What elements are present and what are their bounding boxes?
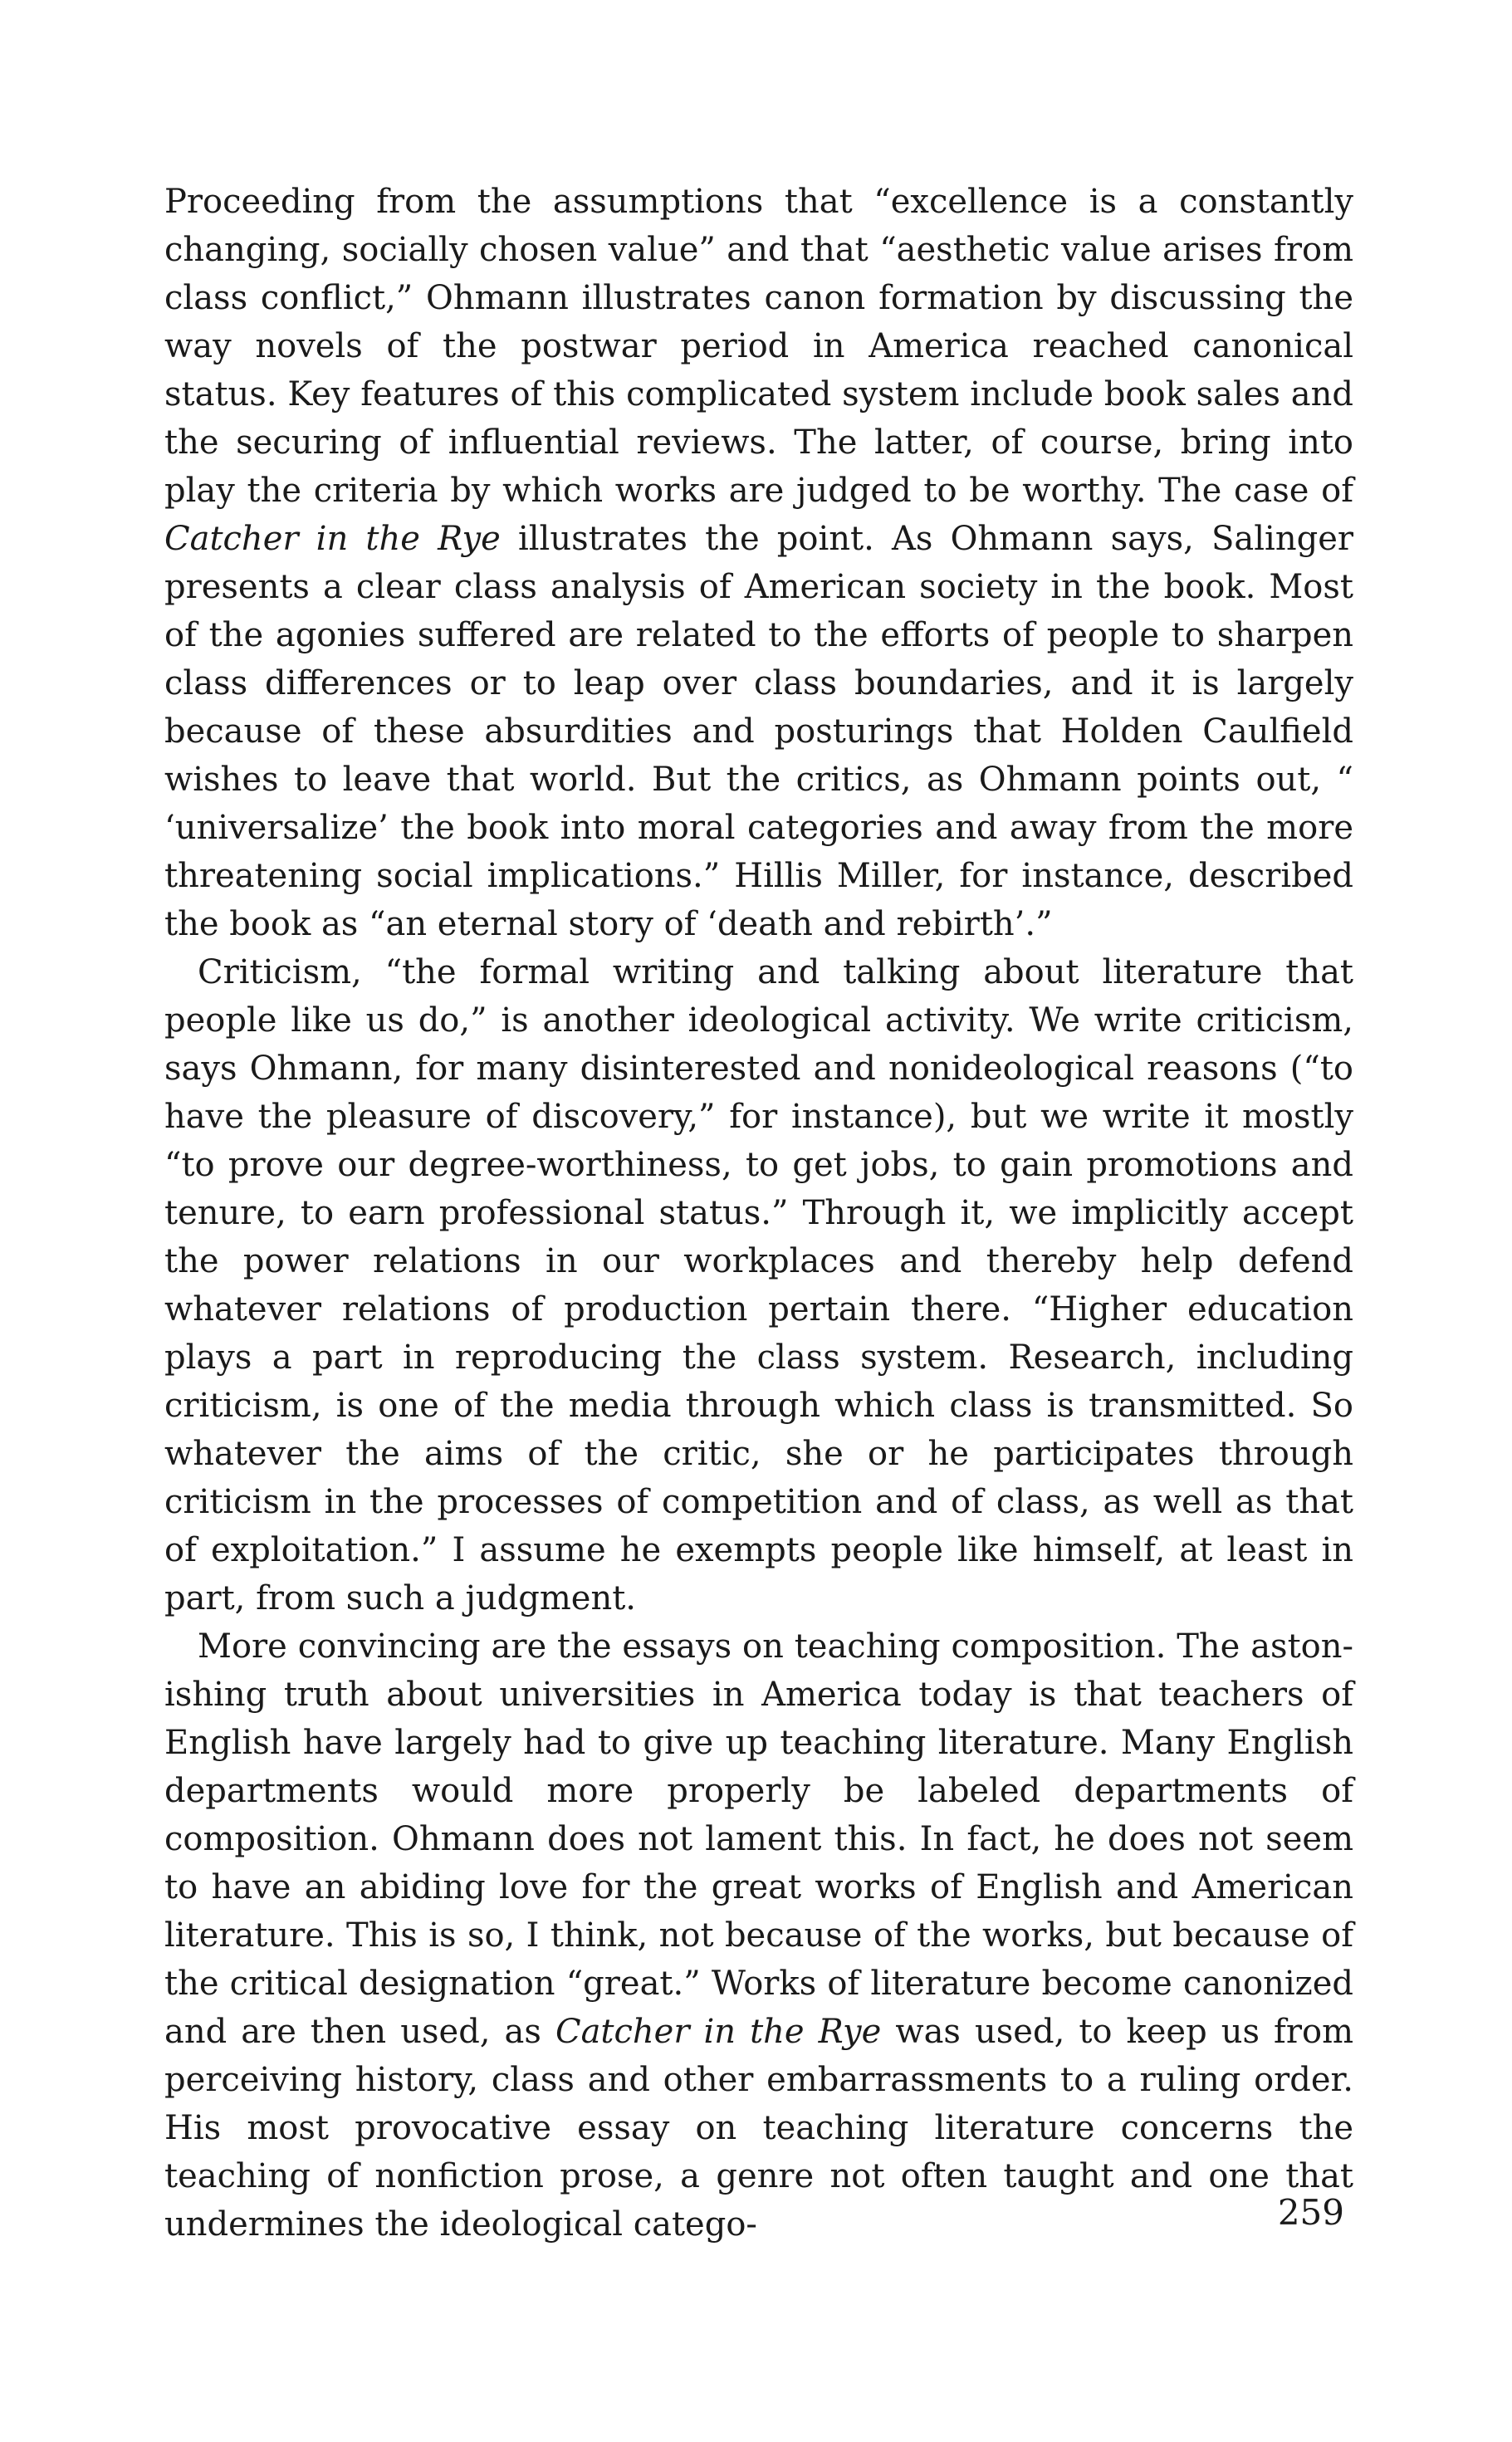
text-segment: More convincing are the essays on teaching composition. The astonishing truth about universities in America today is that teachers of English have largely had to give up teaching literature. Many English departments would more properly be labeled departments of composition. Ohmann does not lament this. In fact, he does not seem to have an abiding love for the great works of English and American literature. This is so, I think, not because of the works, but because of the critical designation “great.” Works of literature become canonized and are then used, as [164,1627,1353,2051]
text-segment: was used, to keep us from perceiving history, class and other embarrassments to a ruling order. His most provocative essay on teaching literature concerns the teaching of nonfiction prose, a genre not often taught and one that undermines the ideological catego- [164,2013,1353,2244]
page-number: 259 [1277,2192,1344,2233]
paragraph-2 [164,948,1353,1622]
book-title: Catcher in the Rye [164,520,501,558]
text-segment: Criticism, “the formal writing and talking about literature that people like us do,” is another ideological activity. We write criticism, says Ohmann, for many disinterested and nonideological reasons (“to have the pleasure of discovery,” for instance), but we write it mostly “to prove our degree-worthiness, to get jobs, to gain promotions and tenure, to earn professional status.” Through it, we implicitly accept the power relations in our workplaces and thereby help defend whatever relations of production pertain there. “Higher education plays a part in reproducing the class system. Research, including criticism, is one of the media through which class is transmitted. So whatever the aims of the critic, she or he participates through criticism in the processes of competition and of class, as well as that of exploitation.” I assume he exempts people like himself, at least in part, from such a judgment. [164,953,1353,1617]
book-title: Catcher in the Rye [555,2013,882,2051]
text-segment: Proceeding from the assumptions that “excellence is a constantly changing, socially chosen value” and that “aesthetic value arises from class conflict,” Ohmann illustrates canon formation by discussing the way novels of the postwar period in America reached canonical status. Key features of this complicated system include book sales and the securing of influential reviews. The latter, of course, bring into play the criteria by which works are judged to be worthy. The case of [164,183,1353,510]
paragraph-1 [164,178,1353,948]
body-text [164,178,1353,2249]
paragraph-3 [164,1622,1353,2249]
text-segment: illustrates the point. As Ohmann says, Salinger presents a clear class analysis of American society in the book. Most of the agonies suffered are related to the efforts of people to sharpen class differences or to leap over class boundaries, and it is largely because of these absurdities and posturings that Holden Caulfield wishes to leave that world. But the critics, as Ohmann points out, “ ‘universalize’ the book into moral categories and away from the more threatening social implications.” Hillis Miller, for instance, described the book as “an eternal story of ‘death and rebirth’.” [164,520,1353,943]
